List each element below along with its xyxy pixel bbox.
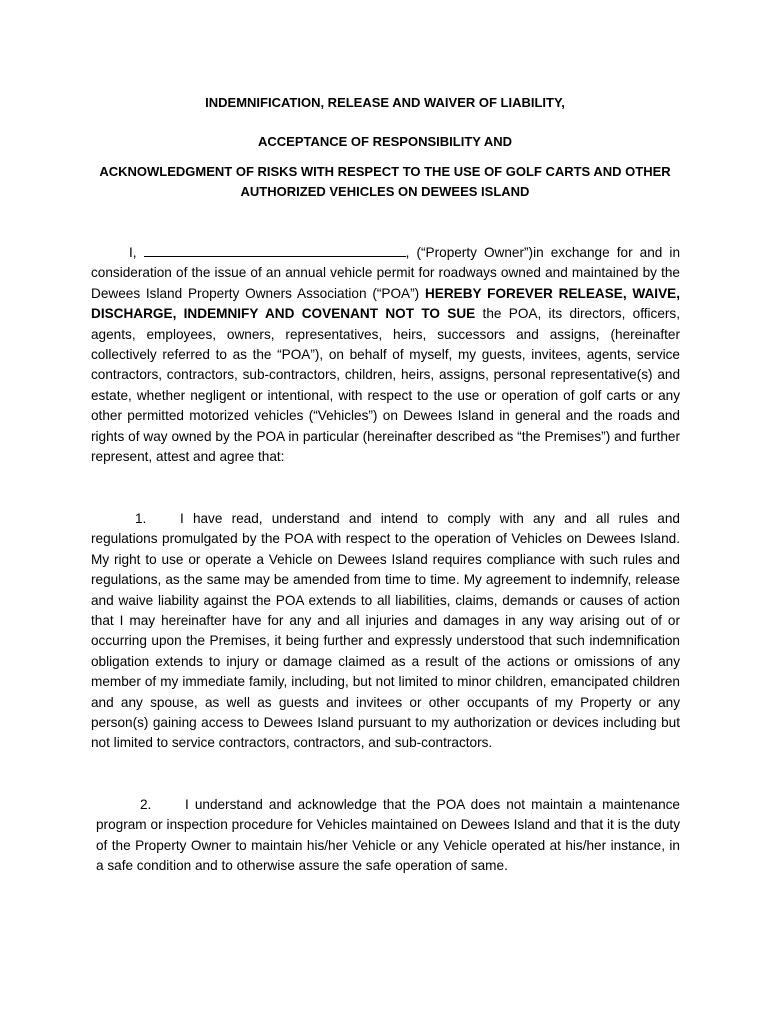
intro-paragraph bbox=[91, 243, 680, 467]
property-owner-name-field[interactable] bbox=[144, 244, 406, 257]
title-line-2: ACCEPTANCE OF RESPONSIBILITY AND bbox=[257, 134, 512, 149]
intro-bold-text: HEREBY FOREVER RELEASE, WAIVE, DISCHARGE, INDEMNIFY AND COVENANT NOT TO SUE bbox=[91, 285, 680, 322]
title-line-3: ACKNOWLEDGMENT OF RISKS WITH RESPECT TO THE USE OF GOLF CARTS AND OTHER bbox=[99, 164, 671, 179]
intro-text: , (“Property Owner”)in exchange for and in consideration of the issue of an annual vehicle permit for roadways owned and maintained by the Dewees Island Property Owners Association (“POA”) bbox=[91, 245, 680, 301]
item-paragraph-1 bbox=[91, 509, 680, 754]
title-line-4: AUTHORIZED VEHICLES ON DEWEES ISLAND bbox=[240, 184, 530, 199]
intro-pronoun: I, bbox=[129, 245, 137, 260]
item-text-2: I understand and acknowledge that the POA does not maintain a maintenance program or inspection procedure for Vehicles maintained on Dewees Island and that it is the duty of the Property Owner to maintain his/her Vehicle or any Vehicle operated at his/her instance, in a safe condition and to otherwise assure the safe operation of same. bbox=[96, 797, 680, 874]
title-line-1: INDEMNIFICATION, RELEASE AND WAIVER OF LIABILITY, bbox=[205, 95, 565, 110]
item-text-1: I have read, understand and intend to comply with any and all rules and regulations promulgated by the POA with respect to the operation of Vehicles on Dewees Island. My right to use or operate a Vehicle on Dewees Island requires compliance with such rules and regulations, as the same may be amended from time to time. My agreement to indemnify, release and waive liability against the POA extends to all liabilities, claims, demands or causes of action that I may hereinafter have for any and all injuries and damages in any way arising out of or occurring upon the Premises, it being further and expressly understood that such indemnification obligation extends to injury or damage claimed as a result of the actions or omissions of any member of my immediate family, including, but not limited to minor children, emancipated children and any spouse, as well as guests and invitees or other occupants of my Property or any person(s) gaining access to Dewees Island pursuant to my authorization or devices including but not limited to service contractors, contractors, and sub-contractors. bbox=[91, 511, 680, 751]
item-number-1: 1. bbox=[135, 511, 147, 526]
intro-rest-text: the POA, its directors, officers, agents, employees, owners, representatives, heirs, successors and assigns, (hereinafter collectively referred to as the “POA”), on behalf of myself, my guests, invitees, agents, service contractors, contractors, sub-contractors, children, heirs, assigns, personal representative(s) and estate, whether negligent or intentional, with respect to the use or operation of golf carts or any other permitted motorized vehicles (“Vehicles”) on Dewees Island in general and the roads and rights of way owned by the POA in particular (hereinafter described as “the Premises”) and further represent, attest and agree that: bbox=[91, 306, 681, 465]
item-paragraph-2 bbox=[96, 795, 680, 877]
item-number-2: 2. bbox=[140, 797, 152, 812]
